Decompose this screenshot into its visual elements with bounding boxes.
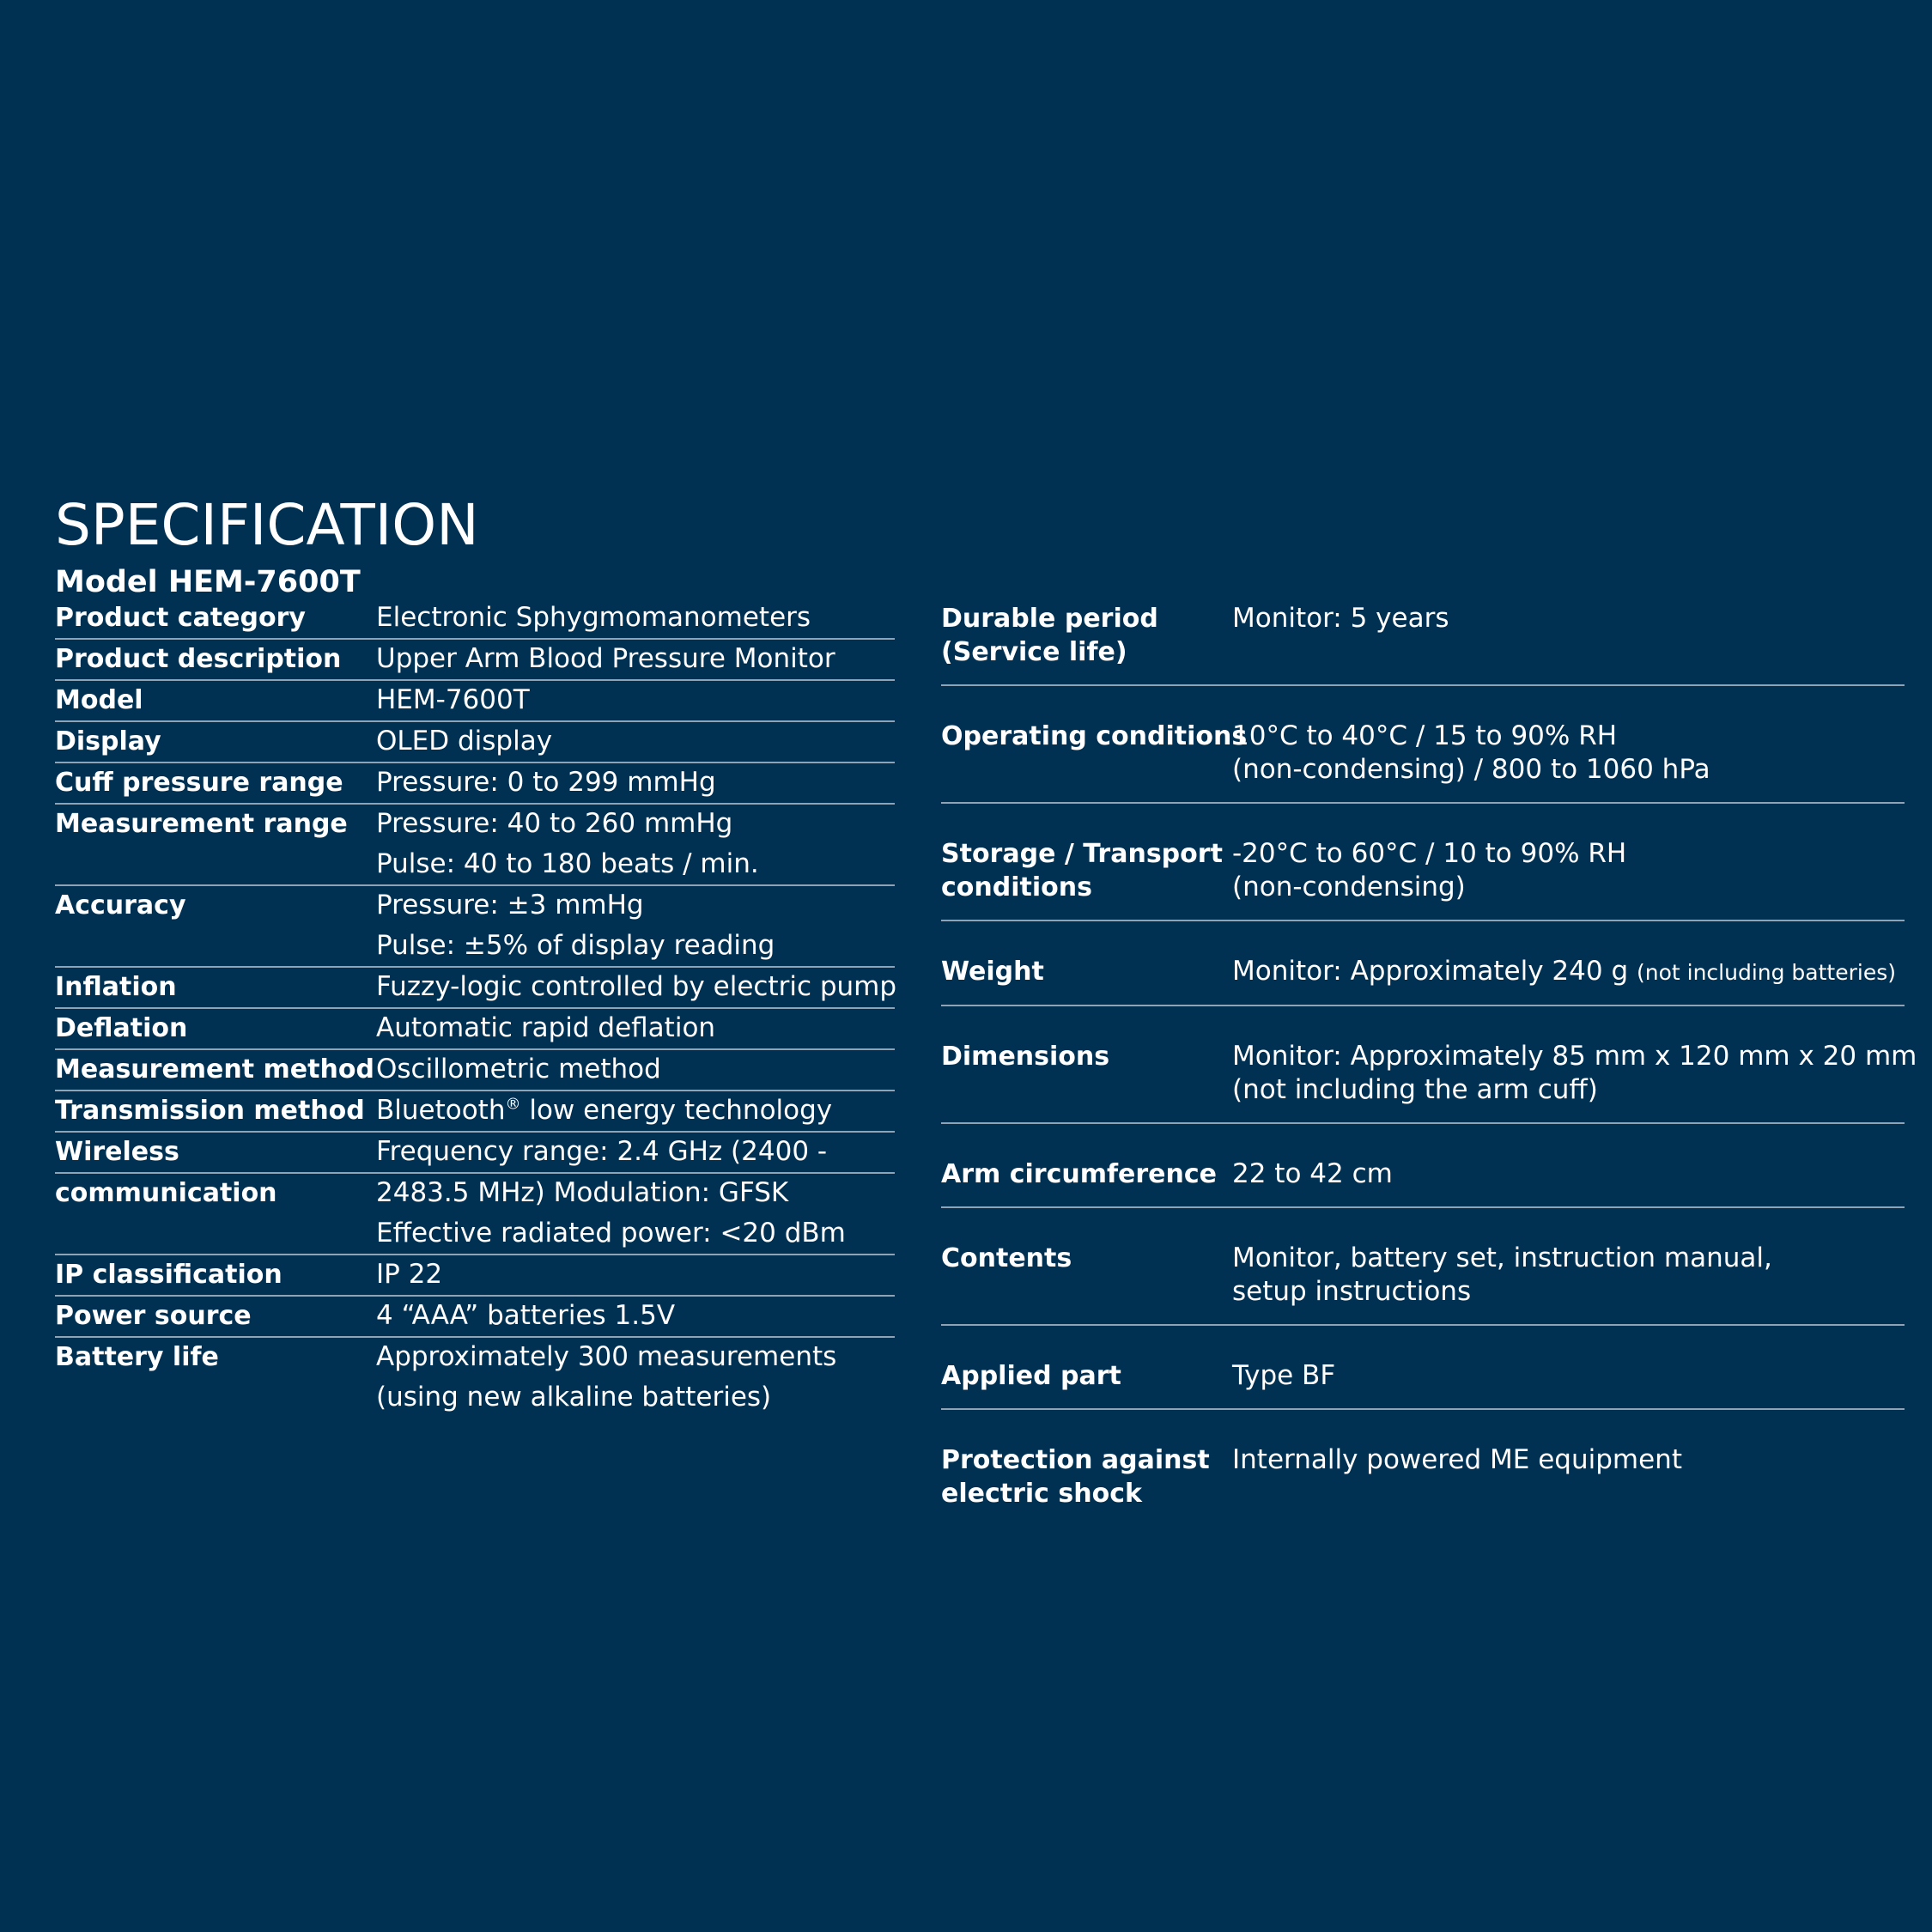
spec-value <box>376 602 895 634</box>
spec-value <box>1232 1040 1917 1107</box>
spec-value-line: (not including the arm cuff) <box>1232 1074 1598 1105</box>
spec-label-line: Contents <box>941 1243 1072 1273</box>
spec-label: Deflation <box>55 1013 188 1043</box>
spec-value <box>376 1300 895 1332</box>
spec-value-line <box>376 1095 895 1127</box>
spec-label: Cuff pressure range <box>55 768 343 798</box>
spec-label: Measurement range <box>55 809 348 839</box>
spec-label <box>941 602 1232 669</box>
spec-label-line: Weight <box>941 957 1044 987</box>
spec-row-measurement-range <box>55 805 895 886</box>
spec-value <box>1232 955 1905 989</box>
spec-value-line: Automatic rapid deflation <box>376 1012 716 1043</box>
spec-value <box>1232 602 1905 635</box>
spec-row-inflation <box>55 968 895 1009</box>
spec-value-line <box>1232 955 1905 989</box>
spec-value-line: Pressure: 0 to 299 mmHg <box>376 767 716 798</box>
spec-value-line: setup instructions <box>1232 1276 1472 1307</box>
spec-label-line: Protection against <box>941 1445 1210 1475</box>
spec-row-product-description <box>55 640 895 681</box>
spec-label: Display <box>55 726 161 756</box>
spec-row-power-source <box>55 1297 895 1338</box>
spec-label <box>941 1040 1232 1073</box>
spec-value-line: Effective radiated power: <20 dBm <box>376 1218 846 1249</box>
spec-row-applied-part <box>941 1356 1905 1410</box>
spec-label <box>941 720 1248 753</box>
spec-row-arm-circumference <box>941 1154 1905 1208</box>
spec-row-battery-life <box>55 1338 895 1418</box>
spec-row-deflation <box>55 1009 895 1050</box>
weight-value: Monitor: Approximately 240 g <box>1232 956 1637 987</box>
spec-value <box>376 1341 895 1413</box>
spec-row-accuracy <box>55 886 895 968</box>
spec-label: Battery life <box>55 1342 219 1372</box>
spec-row-display <box>55 722 895 763</box>
page-title: SPECIFICATION <box>55 492 479 558</box>
spec-value-line: Internally powered ME equipment <box>1232 1444 1682 1475</box>
spec-row-protection-against-electric-shock <box>941 1440 1905 1526</box>
spec-value-line: Monitor: 5 years <box>1232 603 1449 634</box>
spec-label: Inflation <box>55 972 177 1002</box>
spec-value-line: Oscillometric method <box>376 1054 661 1084</box>
spec-label-line: Applied part <box>941 1361 1121 1391</box>
spec-value <box>1232 1359 1905 1393</box>
spec-label-line: Operating conditions <box>941 721 1248 751</box>
spec-value-line: Approximately 300 measurements <box>376 1341 837 1372</box>
spec-value-line: 10°C to 40°C / 15 to 90% RH <box>1232 720 1618 751</box>
spec-value <box>1232 1242 1905 1309</box>
spec-value-line: Electronic Sphygmomanometers <box>376 602 811 633</box>
spec-row-contents <box>941 1238 1905 1326</box>
spec-label: Model <box>55 685 143 715</box>
spec-value <box>376 1012 895 1044</box>
spec-label: Product description <box>55 644 342 674</box>
spec-label: Transmission method <box>55 1096 365 1126</box>
spec-value <box>376 890 895 962</box>
spec-label-line: Storage / Transport <box>941 839 1223 869</box>
spec-label <box>941 1157 1232 1191</box>
spec-value <box>376 971 896 1003</box>
spec-label: Wireless <box>55 1137 179 1167</box>
spec-value <box>376 1054 895 1085</box>
weight-note: (not including batteries) <box>1636 960 1896 985</box>
spec-row-ip-classification <box>55 1255 895 1297</box>
spec-label <box>941 1443 1232 1510</box>
spec-value-line: 22 to 42 cm <box>1232 1158 1393 1189</box>
spec-row-weight <box>941 951 1905 1006</box>
bluetooth-text: Bluetooth <box>376 1095 506 1126</box>
spec-value-line: HEM-7600T <box>376 684 530 715</box>
spec-row-cuff-pressure-range <box>55 763 895 805</box>
spec-value <box>376 1177 895 1249</box>
spec-value-line: Monitor, battery set, instruction manual, <box>1232 1242 1772 1273</box>
spec-row-product-category <box>55 598 895 640</box>
spec-value-line: Frequency range: 2.4 GHz (2400 - <box>376 1136 828 1167</box>
spec-value-line: Pulse: 40 to 180 beats / min. <box>376 848 759 879</box>
spec-value-line: Pressure: 40 to 260 mmHg <box>376 808 733 839</box>
spec-label <box>941 1359 1232 1393</box>
spec-value-line: -20°C to 60°C / 10 to 90% RH <box>1232 838 1627 869</box>
spec-value <box>376 684 895 716</box>
spec-value-line: Monitor: Approximately 85 mm x 120 mm x 20 mm <box>1232 1041 1917 1072</box>
spec-value <box>1232 837 1905 904</box>
model-title: Model HEM-7600T <box>55 565 361 599</box>
spec-value-line: IP 22 <box>376 1259 443 1290</box>
spec-label-line: Arm circumference <box>941 1159 1218 1189</box>
spec-value-line: 2483.5 MHz) Modulation: GFSK <box>376 1177 789 1208</box>
spec-value <box>376 767 895 799</box>
spec-value-line: (non-condensing) <box>1232 872 1466 902</box>
spec-value-line: Type BF <box>1232 1360 1336 1391</box>
spec-label: IP classification <box>55 1260 283 1290</box>
spec-label: Power source <box>55 1301 252 1331</box>
spec-row-model <box>55 681 895 722</box>
spec-label-line: electric shock <box>941 1479 1142 1509</box>
spec-value-line: (non-condensing) / 800 to 1060 hPa <box>1232 754 1710 785</box>
spec-value <box>376 1259 895 1291</box>
spec-label: Accuracy <box>55 890 186 920</box>
spec-value-line: Fuzzy-logic controlled by electric pump <box>376 971 897 1002</box>
spec-value-line: (using new alkaline batteries) <box>376 1382 772 1413</box>
spec-value-line: Pressure: ±3 mmHg <box>376 890 644 920</box>
spec-row-transmission-method <box>55 1091 895 1133</box>
spec-value-line: 4 “AAA” batteries 1.5V <box>376 1300 676 1331</box>
spec-table-left <box>55 598 895 1418</box>
spec-value <box>376 1095 895 1127</box>
spec-label-line: Durable period <box>941 604 1158 634</box>
spec-row-communication <box>55 1174 895 1255</box>
spec-table-right <box>941 598 1917 1526</box>
spec-value-line: OLED display <box>376 726 553 756</box>
spec-row-dimensions <box>941 1036 1917 1124</box>
spec-label <box>941 1242 1232 1275</box>
spec-value <box>376 1136 895 1168</box>
spec-value <box>1232 1443 1905 1477</box>
spec-value <box>1232 720 1905 787</box>
spec-row-wireless <box>55 1133 895 1174</box>
spec-label: Measurement method <box>55 1054 374 1084</box>
registered-mark: ® <box>505 1095 521 1114</box>
spec-row-storage-transport <box>941 834 1905 921</box>
spec-value <box>376 643 895 675</box>
spec-row-durable-period <box>941 598 1905 686</box>
spec-value-line: Pulse: ±5% of display reading <box>376 930 775 961</box>
spec-label: communication <box>55 1178 277 1208</box>
spec-label-line: Dimensions <box>941 1042 1110 1072</box>
spec-row-operating-conditions <box>941 716 1905 804</box>
spec-label <box>941 837 1232 904</box>
spec-label-line: conditions <box>941 872 1092 902</box>
spec-value <box>376 808 895 880</box>
spec-label: Product category <box>55 603 306 633</box>
spec-value-rest: low energy technology <box>520 1095 833 1126</box>
spec-value-line: Upper Arm Blood Pressure Monitor <box>376 643 835 674</box>
spec-value <box>1232 1157 1905 1191</box>
spec-label <box>941 955 1232 988</box>
spec-label-line: (Service life) <box>941 637 1127 667</box>
spec-value <box>376 726 895 757</box>
spec-row-measurement-method <box>55 1050 895 1091</box>
